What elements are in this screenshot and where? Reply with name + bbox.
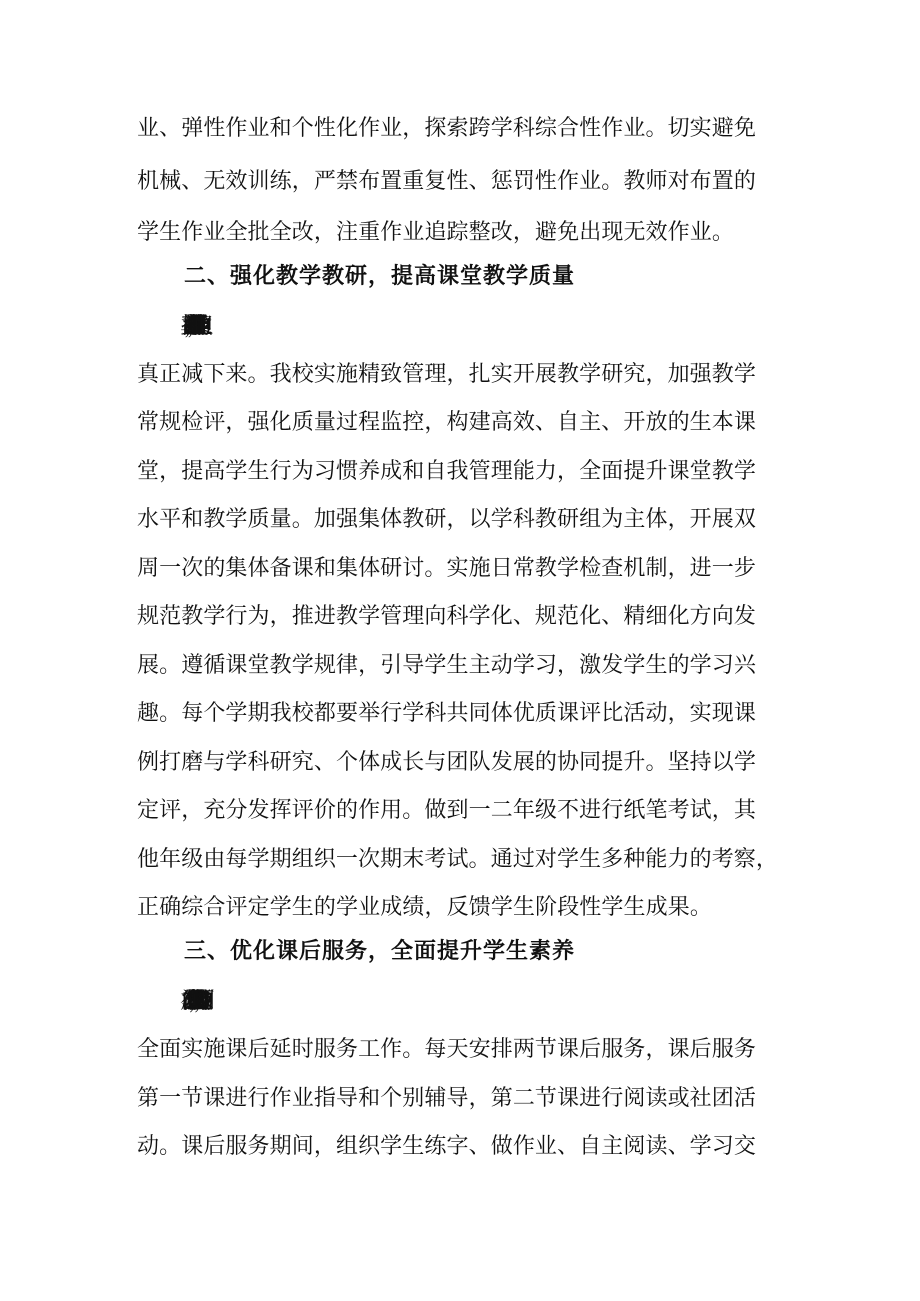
paragraph-line: 趣。每个学期我校都要举行学科共同体优质课评比活动，实现课 — [137, 701, 757, 726]
paragraph-line: 机械、无效训练，严禁布置重复性、惩罚性作业。教师对布置的 — [137, 169, 757, 194]
paragraph-line: 在广泛征求家长意见和建议的基础上，坚持自愿参与的原则， — [180, 989, 195, 1014]
paragraph-line: 他年级由每学期组织一次期末考试。通过对学生多种能力的考察， — [137, 847, 779, 872]
paragraph-line: 正确综合评定学生的学业成绩，反馈学生阶段性学生成果。 — [137, 895, 713, 920]
section-heading-3: 三、优化课后服务，全面提升学生素养 — [184, 939, 576, 964]
paragraph-line: 学生作业全批全改，注重作业追踪整改，避免出现无效作业。 — [137, 220, 735, 245]
paragraph-line: 动。课后服务期间，组织学生练字、做作业、自主阅读、学习交 — [137, 1134, 757, 1159]
paragraph-line: 定评，充分发挥评价的作用。做到一二年级不进行纸笔考试，其 — [137, 798, 757, 823]
paragraph-line: 真正提高课堂效率，提高教学质量，才能让学生的作业负担 — [180, 314, 193, 339]
paragraph-line: 例打磨与学科研究、个体成长与团队发展的协同提升。坚持以学 — [137, 750, 757, 775]
paragraph-line: 水平和教学质量。加强集体教研，以学科教研组为主体，开展双 — [137, 507, 757, 532]
paragraph-line: 展。遵循课堂教学规律，引导学生主动学习，激发学生的学习兴 — [137, 653, 757, 678]
section-heading-2: 二、强化教学教研，提高课堂教学质量 — [184, 264, 576, 289]
paragraph-line: 全面实施课后延时服务工作。每天安排两节课后服务，课后服务 — [137, 1037, 757, 1062]
paragraph-line: 第一节课进行作业指导和个别辅导，第二节课进行阅读或社团活 — [137, 1086, 757, 1111]
paragraph-line: 堂，提高学生行为习惯养成和自我管理能力，全面提升课堂教学 — [137, 459, 757, 484]
paragraph-line: 真正减下来。我校实施精致管理，扎实开展教学研究，加强教学 — [137, 362, 757, 387]
paragraph-line: 周一次的集体备课和集体研讨。实施日常教学检查机制，进一步 — [137, 556, 757, 581]
paragraph-line: 常规检评，强化质量过程监控，构建高效、自主、开放的生本课 — [137, 410, 757, 435]
paragraph-line: 规范教学行为，推进教学管理向科学化、规范化、精细化方向发 — [137, 604, 757, 629]
paragraph-line: 业、弹性作业和个性化作业，探索跨学科综合性作业。切实避免 — [137, 116, 757, 141]
